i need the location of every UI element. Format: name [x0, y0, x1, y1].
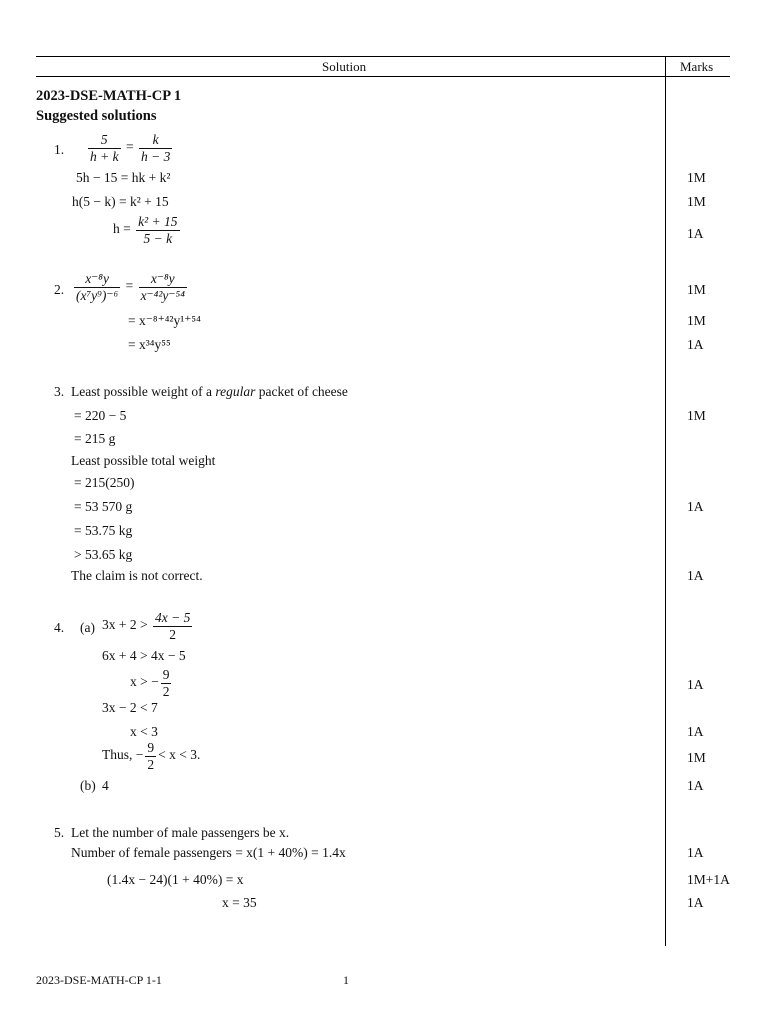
q1-mark-1: 1M [687, 170, 706, 185]
q4-part-a-label: (a) [80, 620, 95, 635]
footer-code: 2023-DSE-MATH-CP 1-1 [36, 973, 162, 987]
marks-header: Marks [680, 59, 714, 74]
q2-equation: $\frac{\text{x⁻⁸y}}{\text{(x⁷y⁹)⁻⁶}}$ = $\frac{\text{x⁻⁸y}}{\text{x⁻⁴²y⁻⁵⁴}}$ [76, 271, 185, 303]
q2-lhs-fraction: $\frac{\text{x⁻⁸y}}{\text{(x⁷y⁹)⁻⁶}}$ [76, 271, 119, 303]
q5-line-4: x = 35 [222, 895, 257, 910]
q4-a-step-4: 3x − 2 < 7 [102, 700, 158, 715]
marks-column-divider [665, 56, 666, 946]
q5-line-1: Let the number of male passengers be x. [71, 825, 290, 840]
q1-step-4: h = $\frac{\text{k² + 15}}{5 - k}$ [113, 214, 178, 246]
q4-a-step-3: x > − $\frac{9}{2}$ [130, 667, 170, 699]
q1-mark-3: 1A [687, 226, 704, 241]
q5-mark-1: 1A [687, 845, 704, 860]
q3-mark-1: 1M [687, 408, 706, 423]
q4-mark-1: 1A [687, 677, 704, 692]
q2-number: 2. [54, 282, 65, 297]
page-number: 1 [343, 973, 349, 987]
q1-number: 1. [54, 142, 65, 157]
solution-header: Solution [322, 59, 367, 74]
page-title: 2023-DSE-MATH-CP 1 [36, 88, 182, 104]
page-subtitle: Suggested solutions [36, 108, 157, 124]
q1-equation: $\frac{5}{h + k}$ = $\frac{k}{h - 3}$ [90, 132, 171, 164]
q4-number: 4. [54, 620, 65, 635]
q2-mark-2: 1M [687, 313, 706, 328]
q5-mark-3: 1A [687, 895, 704, 910]
q2-step-3: = x³⁴y⁵⁵ [128, 337, 171, 352]
q4-a3-fraction: $\frac{9}{2}$ [162, 667, 170, 699]
q3-mark-3: 1A [687, 568, 704, 583]
q4-a6-fraction: $\frac{9}{2}$ [147, 740, 155, 772]
q1-lhs-fraction: $\frac{5}{h + k}$ [90, 132, 119, 164]
q3-mark-2: 1A [687, 499, 704, 514]
q5-number: 5. [54, 825, 65, 840]
table-header-rule [36, 76, 730, 77]
q1-mark-2: 1M [687, 194, 706, 209]
q3-line-3: = 215 g [74, 431, 116, 446]
q3-line-9: The claim is not correct. [71, 568, 203, 583]
q4-mark-3: 1M [687, 750, 706, 765]
q4-a-step-6: Thus, − $\frac{9}{2}$ < x < 3. [102, 740, 201, 772]
q4-mark-4: 1A [687, 778, 704, 793]
q4-b-answer: 4 [102, 778, 109, 793]
q3-line-8: > 53.65 kg [74, 547, 133, 562]
q3-line-7: = 53.75 kg [74, 523, 133, 538]
q2-rhs-fraction: $\frac{\text{x⁻⁸y}}{\text{x⁻⁴²y⁻⁵⁴}}$ [140, 271, 185, 303]
q4-part-b-label: (b) [80, 778, 96, 793]
q5-mark-2: 1M+1A [687, 872, 730, 887]
q5-line-2: Number of female passengers = x(1 + 40%) = 1.4x [71, 845, 346, 860]
q4-mark-2: 1A [687, 724, 704, 739]
table-top-rule [36, 56, 730, 57]
q3-number: 3. [54, 384, 65, 399]
q3-line-5: = 215(250) [74, 475, 135, 490]
q2-mark-1: 1M [687, 282, 706, 297]
q2-mark-3: 1A [687, 337, 704, 352]
q2-step-2: = x⁻⁸⁺⁴²y¹⁺⁵⁴ [128, 313, 201, 328]
q3-line-2: = 220 − 5 [74, 408, 127, 423]
q1-result-fraction: $\frac{\text{k² + 15}}{5 - k}$ [138, 214, 178, 246]
q1-step-2: 5h − 15 = hk + k² [76, 170, 171, 185]
q4-a1-fraction: $\frac{4x - 5}{2}$ [154, 610, 191, 642]
q4-a-step-1: 3x + 2 > $\frac{4x - 5}{2}$ [102, 610, 191, 642]
q3-line-6: = 53 570 g [74, 499, 133, 514]
q5-line-3: (1.4x − 24)(1 + 40%) = x [107, 872, 244, 887]
q3-line-4: Least possible total weight [71, 453, 216, 468]
q3-line-1: Least possible weight of a regular packet of cheese [71, 384, 348, 399]
q1-step-3: h(5 − k) = k² + 15 [72, 194, 169, 209]
q4-a-step-2: 6x + 4 > 4x − 5 [102, 648, 186, 663]
q4-a-step-5: x < 3 [130, 724, 158, 739]
q1-rhs-fraction: $\frac{k}{h - 3}$ [140, 132, 171, 164]
